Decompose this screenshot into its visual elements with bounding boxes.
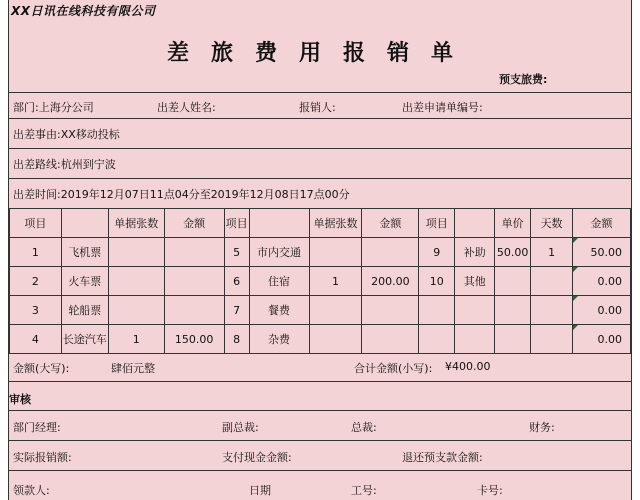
table-row (10, 238, 631, 267)
table-cell: 2 (10, 267, 62, 296)
return-advance-field[interactable]: 退还预支款金额: (402, 451, 483, 464)
divider (9, 148, 631, 149)
header-cell: 单据张数 (108, 209, 164, 238)
table-cell (419, 296, 455, 325)
table-cell[interactable] (531, 296, 573, 325)
cell-comment-marker (573, 267, 578, 272)
gm-field[interactable]: 总裁: (351, 421, 377, 434)
table-cell[interactable] (495, 267, 531, 296)
table-cell: 火车票 (61, 267, 108, 296)
table-cell: 6 (224, 267, 249, 296)
table-cell[interactable]: 150.00 (164, 325, 224, 354)
header-cell: 金额 (573, 209, 631, 238)
job-no-field[interactable]: 工号: (351, 484, 377, 497)
table-cell[interactable] (309, 325, 362, 354)
table-cell: 8 (224, 325, 249, 354)
table-cell (419, 325, 455, 354)
table-cell[interactable]: 0.00 (573, 325, 631, 354)
divider (9, 440, 631, 441)
claimant-field[interactable]: 报销人: (299, 101, 336, 114)
table-cell[interactable] (164, 296, 224, 325)
advance-label: 预支旅费: (499, 73, 548, 86)
divider (9, 178, 631, 179)
finance-field[interactable]: 财务: (529, 421, 555, 434)
expense-table (9, 208, 631, 354)
reason-field[interactable]: 出差事由:XX移动投标 (13, 128, 120, 141)
table-cell[interactable] (108, 267, 164, 296)
table-cell[interactable] (531, 267, 573, 296)
table-cell: 5 (224, 238, 249, 267)
table-cell[interactable] (495, 325, 531, 354)
cell-comment-marker (573, 296, 578, 301)
table-cell[interactable] (108, 238, 164, 267)
table-cell[interactable] (495, 296, 531, 325)
table-cell[interactable] (309, 238, 362, 267)
table-cell: 轮船票 (61, 296, 108, 325)
amount-upper-label: 金额(大写): (13, 362, 70, 375)
table-cell[interactable] (362, 296, 419, 325)
cell-comment-marker (573, 238, 578, 243)
receiver-field[interactable]: 领款人: (13, 484, 50, 497)
divider (9, 118, 631, 119)
vice-president-field[interactable]: 副总裁: (222, 421, 259, 434)
table-cell[interactable] (309, 296, 362, 325)
table-cell: 市内交通 (249, 238, 309, 267)
table-row (10, 267, 631, 296)
divider (9, 92, 631, 93)
table-cell[interactable]: 200.00 (362, 267, 419, 296)
table-cell[interactable] (164, 238, 224, 267)
table-row (10, 325, 631, 354)
table-cell[interactable]: 1 (309, 267, 362, 296)
header-cell: 单据张数 (309, 209, 362, 238)
table-cell: 补助 (455, 238, 495, 267)
form-title: 差旅费用报销单 (166, 40, 475, 66)
header-cell: 项目 (419, 209, 455, 238)
table-cell (455, 296, 495, 325)
header-cell: 天数 (531, 209, 573, 238)
table-cell[interactable] (164, 267, 224, 296)
actual-amount-field[interactable]: 实际报销额: (13, 451, 72, 464)
table-cell: 飞机票 (61, 238, 108, 267)
table-cell: 3 (10, 296, 62, 325)
dept-manager-field[interactable]: 部门经理: (13, 421, 61, 434)
table-cell[interactable] (362, 238, 419, 267)
department-field[interactable]: 部门:上海分公司 (13, 101, 94, 114)
table-cell: 杂费 (249, 325, 309, 354)
amount-total-value[interactable]: ¥400.00 (445, 360, 491, 373)
divider (9, 470, 631, 471)
table-cell[interactable] (531, 325, 573, 354)
table-cell: 7 (224, 296, 249, 325)
pay-cash-field[interactable]: 支付现金金额: (222, 451, 292, 464)
table-cell: 1 (10, 238, 62, 267)
table-cell (455, 325, 495, 354)
divider (9, 381, 631, 382)
table-cell: 长途汽车 (61, 325, 108, 354)
request-no-field[interactable]: 出差申请单编号: (402, 101, 483, 114)
time-field[interactable]: 出差时间:2019年12月07日11点04分至2019年12月08日17点00分 (13, 188, 350, 201)
table-cell: 9 (419, 238, 455, 267)
amount-upper-value[interactable]: 肆佰元整 (111, 362, 155, 375)
table-cell[interactable]: 0.00 (573, 296, 631, 325)
header-cell: 金额 (362, 209, 419, 238)
table-cell: 餐费 (249, 296, 309, 325)
header-cell: 单价 (495, 209, 531, 238)
table-cell: 10 (419, 267, 455, 296)
table-header-row (10, 209, 631, 238)
header-cell: 金额 (164, 209, 224, 238)
table-cell: 其他 (455, 267, 495, 296)
table-cell[interactable]: 50.00 (573, 238, 631, 267)
cell-comment-marker (573, 325, 578, 330)
traveler-field[interactable]: 出差人姓名: (157, 101, 216, 114)
table-cell[interactable] (362, 325, 419, 354)
audit-title: 审核 (9, 393, 31, 406)
company-name: XX日讯在线科技有限公司 (11, 4, 156, 18)
table-row (10, 296, 631, 325)
card-no-field[interactable]: 卡号: (477, 484, 503, 497)
table-cell: 4 (10, 325, 62, 354)
table-cell: 住宿 (249, 267, 309, 296)
date-field[interactable]: 日期 (249, 484, 271, 497)
table-cell[interactable]: 0.00 (573, 267, 631, 296)
divider (9, 410, 631, 411)
expense-report-sheet (8, 0, 632, 500)
header-cell: 项目 (10, 209, 62, 238)
table-cell[interactable]: 1 (108, 325, 164, 354)
table-cell[interactable]: 1 (531, 238, 573, 267)
header-cell: 项目 (224, 209, 249, 238)
amount-total-label: 合计金额(小写): (354, 362, 433, 375)
table-cell[interactable] (108, 296, 164, 325)
table-cell[interactable]: 50.00 (495, 238, 531, 267)
route-field[interactable]: 出差路线:杭州到宁波 (13, 158, 116, 171)
